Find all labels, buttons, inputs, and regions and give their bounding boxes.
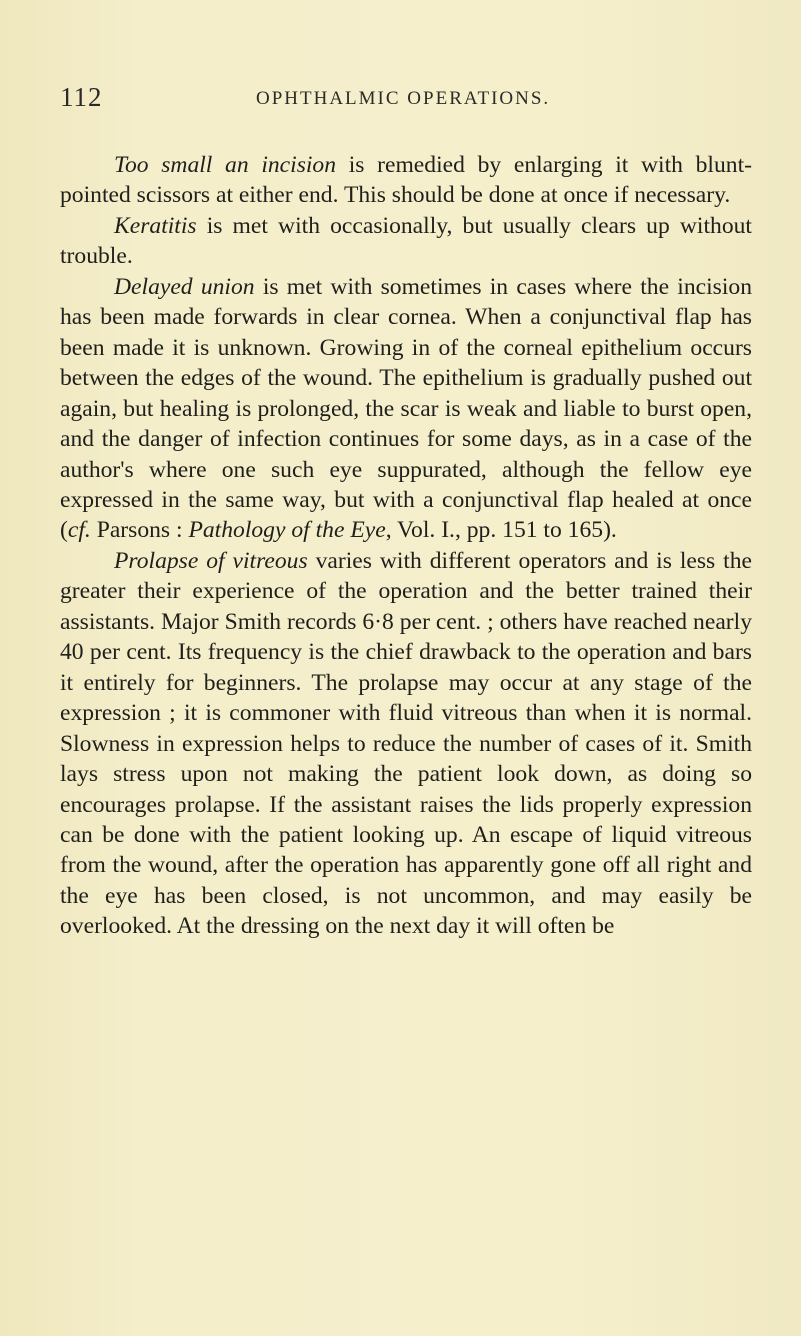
- paragraph-text: is met with sometimes in cases where the incision has been made forwards in clear cornea. When a conjunctival flap has been made it is unknown. Growing in of the corneal epithelium occurs between the edges of the wound. The epithelium is gradually pushed out again, but healing is prolonged, the scar is weak and liable to burst open, and the danger of infection continues for some days, as in a case of the author's where one such eye suppurated, although the fellow eye expressed in the same way, but with a conjunctival flap healed at once (: [60, 273, 752, 544]
- page-number: 112: [60, 82, 103, 112]
- paragraph-text: is remedied by enlarging it with blunt-pointed scissors at either end. This should be done at once if necessary.: [60, 152, 752, 209]
- paragraph-topic: Keratitis: [114, 212, 197, 239]
- paragraph-prolapse-vitreous: [60, 546, 752, 942]
- citation-pages: , Vol. I., pp. 151 to 165).: [385, 517, 617, 544]
- paragraph-topic: Delayed union: [114, 273, 255, 300]
- cf-abbreviation: cf.: [67, 517, 91, 544]
- paragraph-small-incision: [60, 150, 752, 211]
- citation-book-title: Pathology of the Eye: [188, 517, 386, 544]
- paragraph-topic: Prolapse of vitreous: [114, 547, 308, 574]
- paragraph-text: is met with occasionally, but usually clears up without trouble.: [60, 212, 752, 270]
- paragraph-keratitis: [60, 211, 752, 272]
- body-text: [60, 150, 752, 942]
- paragraph-delayed-union: [60, 272, 752, 546]
- paragraph-topic: Too small an incision: [114, 152, 337, 178]
- running-head: OPHTHALMIC OPERATIONS.: [256, 88, 551, 109]
- paragraph-text: varies with different operators and is less the greater their experience of the operation and the better trained their assistants. Major Smith records 6·8 per cent. ; others have reached nearly 40 per cent. Its frequency is the chief drawback to the operation and bars it entirely for beginners. The prolapse may occur at any stage of the expression ; it is commoner with fluid vitreous than when it is normal. Slowness in expression helps to reduce the number of cases of it. Smith lays stress upon not making the patient look down, as doing so encourages prolapse. If the assistant raises the lids properly expression can be done with the patient looking up. An escape of liquid vitreous from the wound, after the operation has apparently gone off all right and the eye has been closed, is not uncommon, and may easily be overlooked. At the dressing on the next day it will often be: [60, 547, 752, 940]
- citation-author: Parsons :: [90, 517, 189, 544]
- page-header: [60, 82, 740, 122]
